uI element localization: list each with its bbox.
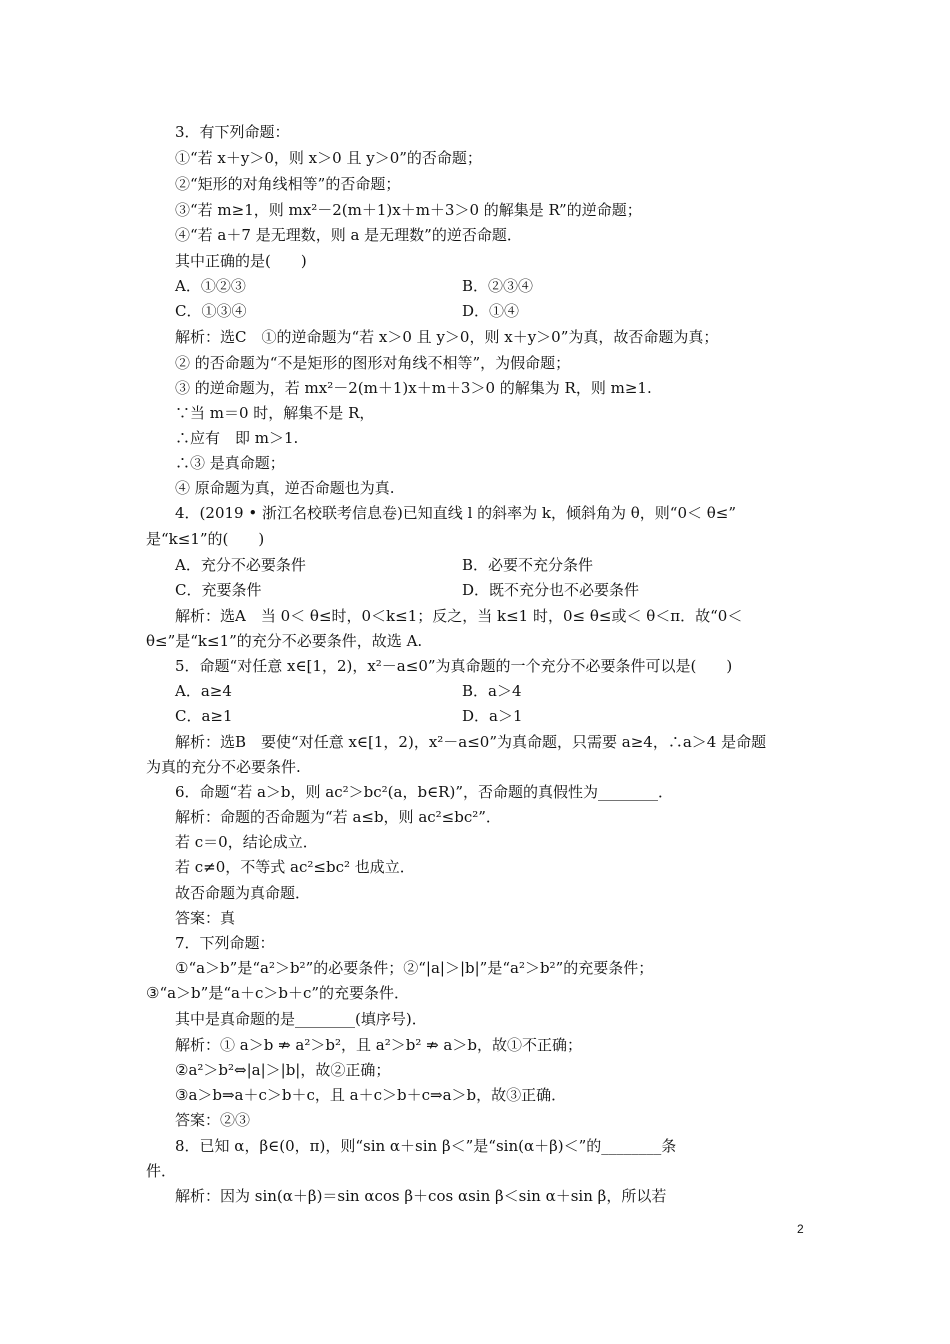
question-6-stem: 6．命题“若 a＞b，则 ac²＞bc²(a，b∈R)”，否命题的真假性为________． bbox=[175, 783, 673, 801]
q4-solution-line: θ≤”是“k≤1”的充分不必要条件，故选 A. bbox=[146, 632, 423, 650]
q6-solution-line: 若 c＝0，结论成立． bbox=[175, 833, 318, 851]
q3-solution-line: ∵当 m＝0 时，解集不是 R， bbox=[175, 404, 375, 422]
q7-answer: 答案：②③ bbox=[175, 1111, 251, 1129]
question-8-stem-cont: 件． bbox=[146, 1162, 177, 1180]
question-8-stem: 8．已知 α，β∈(0，π)，则“sin α＋sin β＜”是“sin(α＋β)＜”的________条 bbox=[175, 1137, 677, 1155]
q3-option-d: D．①④ bbox=[462, 302, 520, 320]
q3-proposition-4: ④“若 a＋7 是无理数，则 a 是无理数”的逆否命题． bbox=[175, 226, 522, 244]
q5-option-d: D．a＞1 bbox=[462, 707, 523, 725]
q3-option-c: C．①③④ bbox=[175, 302, 247, 320]
page-number: 2 bbox=[797, 1222, 804, 1236]
question-4-stem: 4．(2019 • 浙江名校联考信息卷)已知直线 l 的斜率为 k，倾斜角为 θ，则“0＜ θ≤” bbox=[175, 504, 737, 522]
q7-propositions-cont: ③“a＞b”是“a＋c＞b＋c”的充要条件． bbox=[146, 984, 410, 1002]
q4-option-b: B．必要不充分条件 bbox=[462, 556, 594, 574]
q7-solution-line: 解析：① a＞b ⇏ a²＞b²，且 a²＞b² ⇏ a＞b，故①不正确； bbox=[175, 1036, 582, 1054]
q7-propositions: ①“a＞b”是“a²＞b²”的必要条件；②“|a|＞|b|”是“a²＞b²”的充要条件； bbox=[175, 959, 654, 977]
q3-solution-line: ④ 原命题为真，逆否命题也为真. bbox=[175, 479, 395, 497]
q6-answer: 答案：真 bbox=[175, 909, 236, 927]
question-7-stem: 7．下列命题： bbox=[175, 934, 275, 952]
q3-proposition-2: ②“矩形的对角线相等”的否命题； bbox=[175, 175, 401, 193]
question-4-stem-cont: 是“k≤1”的( ) bbox=[146, 530, 265, 548]
q4-option-d: D．既不充分也不必要条件 bbox=[462, 581, 640, 599]
question-5-stem: 5．命题“对任意 x∈[1，2)，x²－a≤0”为真命题的一个充分不必要条件可以是( ) bbox=[175, 657, 733, 675]
q4-option-c: C．充要条件 bbox=[175, 581, 262, 599]
q5-option-c: C．a≥1 bbox=[175, 707, 233, 725]
q7-solution-line: ③a＞b⇒a＋c＞b＋c，且 a＋c＞b＋c⇒a＞b，故③正确． bbox=[175, 1086, 567, 1104]
q5-solution-line: 解析：选B 要使“对任意 x∈[1，2)，x²－a≤0”为真命题，只需要 a≥4，∴a＞4 是命题 bbox=[175, 733, 767, 751]
q3-prompt: 其中正确的是( ) bbox=[175, 252, 307, 270]
q3-solution-line: ③ 的逆命题为，若 mx²－2(m＋1)x＋m＋3＞0 的解集为 R，则 m≥1. bbox=[175, 379, 652, 397]
q3-solution-line: ② 的否命题为“不是矩形的图形对角线不相等”，为假命题； bbox=[175, 354, 571, 372]
q3-solution-line: ∴应有 即 m＞1. bbox=[175, 429, 299, 447]
q5-option-b: B．a＞4 bbox=[462, 682, 522, 700]
q8-solution-line: 解析：因为 sin(α＋β)＝sin αcos β＋cos αsin β＜sin α＋sin β，所以若 bbox=[175, 1187, 667, 1205]
q7-solution-line: ②a²＞b²⇔|a|＞|b|，故②正确； bbox=[175, 1061, 391, 1079]
q4-option-a: A．充分不必要条件 bbox=[175, 556, 306, 574]
q3-option-b: B．②③④ bbox=[462, 277, 534, 295]
q3-proposition-3: ③“若 m≥1，则 mx²－2(m＋1)x＋m＋3＞0 的解集是 R”的逆命题； bbox=[175, 201, 642, 219]
q6-solution-line: 故否命题为真命题． bbox=[175, 884, 311, 902]
q3-solution-line: 解析：选C ①的逆命题为“若 x＞0 且 y＞0，则 x＋y＞0”为真，故否命题为真； bbox=[175, 328, 719, 346]
q5-solution-line: 为真的充分不必要条件. bbox=[146, 758, 301, 776]
q4-solution-line: 解析：选A 当 0＜ θ≤时，0＜k≤1；反之，当 k≤1 时，0≤ θ≤或＜ θ＜π．故“0＜ bbox=[175, 607, 743, 625]
q3-proposition-1: ①“若 x＋y＞0，则 x＞0 且 y＞0”的否命题； bbox=[175, 149, 482, 167]
q3-solution-line: ∴③ 是真命题； bbox=[175, 454, 285, 472]
q7-prompt: 其中是真命题的是________(填序号)． bbox=[175, 1010, 427, 1028]
q6-solution-line: 解析：命题的否命题为“若 a≤b，则 ac²≤bc²”． bbox=[175, 808, 501, 826]
q3-option-a: A．①②③ bbox=[175, 277, 246, 295]
q6-solution-line: 若 c≠0，不等式 ac²≤bc² 也成立． bbox=[175, 858, 415, 876]
question-3-stem: 3．有下列命题： bbox=[175, 123, 290, 141]
q5-option-a: A．a≥4 bbox=[175, 682, 232, 700]
